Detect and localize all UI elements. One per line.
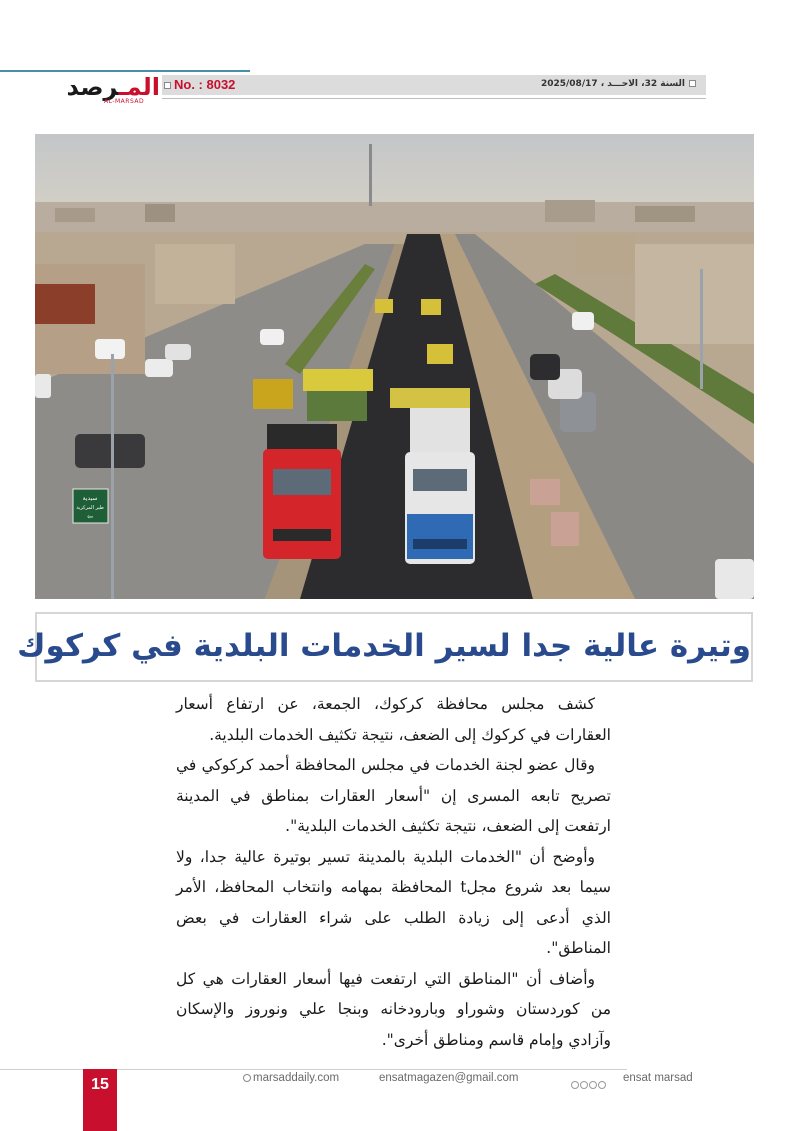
publication-logo: [66, 73, 160, 108]
globe-icon: [243, 1074, 251, 1082]
square-bullet-icon: [164, 82, 171, 89]
youtube-icon[interactable]: [598, 1081, 606, 1089]
instagram-icon[interactable]: [589, 1081, 597, 1089]
logo-subtitle: AL-MARSAD: [104, 98, 145, 105]
social-icons: [571, 1074, 607, 1084]
headline-frame: [17, 612, 753, 682]
header-underline: [162, 98, 706, 99]
article-paragraph: وأوضح أن "الخدمات البلدية بالمدينة تسير بوتيرة عالية جدا، ولا سيما بعد شروع مجلt المحافظة بمهامه وانتخاب المحافظ، الأمر الذي أدعى إلى زيادة الطلب على شراء العقارات في بعض المناطق".: [176, 847, 611, 957]
article-paragraph: وأضاف أن "المناطق التي ارتفعت فيها أسعار العقارات هي كل من كوردستان وشوراو وبارودخانه وبنجا علي ونوروز والإسكان وآزادي وإمام قاسم ومناطق أخرى".: [176, 969, 611, 1049]
footer-email[interactable]: ensatmagazen@gmail.com: [379, 1072, 519, 1084]
footer-website[interactable]: marsaddaily.com: [243, 1072, 339, 1084]
issue-date: السنة 32، الاحـــد ، 2025/08/17: [541, 79, 696, 89]
logo-wordmark: المـرصد: [66, 73, 160, 101]
article-paragraph: كشف مجلس محافظة كركوك، الجمعة، عن ارتفاع أسعار العقارات في كركوك إلى الضعف، نتيجة تكثيف الخدمات البلدية.: [176, 695, 611, 744]
article-paragraph: وقال عضو لجنة الخدمات في مجلس المحافظة أحمد كركوكي في تصريح تابعه المسرى إن "أسعار العقارات بمناطق في المدينة ارتفعت إلى الضعف، نتيجة تكثيف الخدمات البلدية".: [176, 756, 611, 835]
square-bullet-icon: [689, 80, 696, 87]
road-sign-line1: سيدية: [82, 495, 98, 502]
road-works-photo: [35, 134, 754, 599]
header-accent-rule: [0, 70, 250, 72]
facebook-icon[interactable]: [571, 1081, 579, 1089]
article-body: [176, 689, 611, 1055]
road-sign-line2: طير المركزية: [76, 505, 104, 511]
social-handle: ensat marsad: [623, 1072, 693, 1084]
svg-text:⇦: ⇦: [87, 513, 93, 521]
article-headline: وتيرة عالية جدا لسير الخدمات البلدية في كركوك: [17, 628, 751, 664]
page-number: 15: [91, 1076, 109, 1093]
issue-number: No. : 8032: [164, 77, 235, 92]
twitter-icon[interactable]: [580, 1081, 588, 1089]
